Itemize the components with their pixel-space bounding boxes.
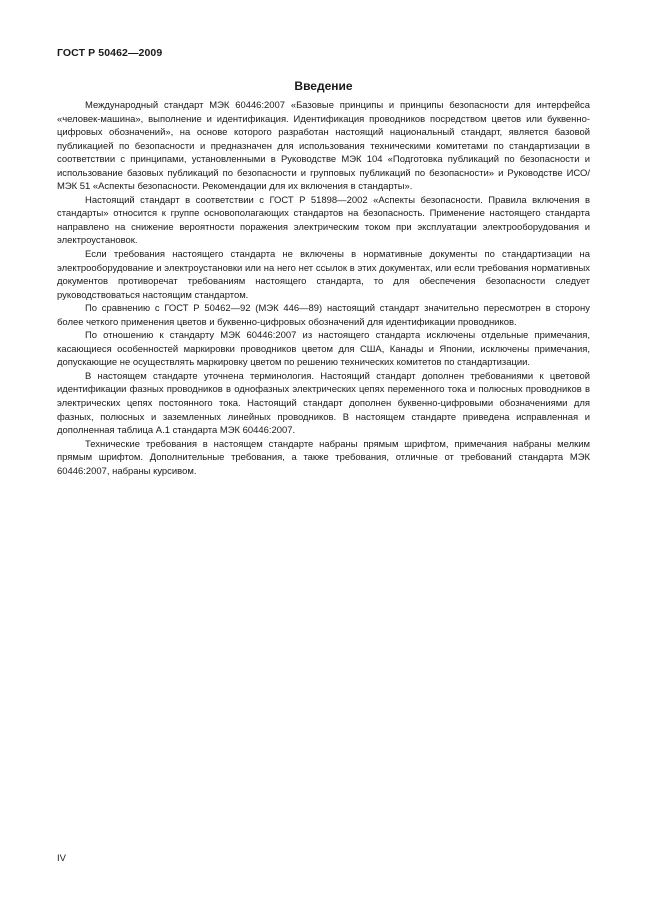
section-body (57, 99, 590, 478)
page-number: IV (57, 853, 66, 864)
paragraph: По отношению к стандарту МЭК 60446:2007 из настоящего стандарта исключены отдельные примечания, касающиеся особенностей маркировки проводников цветом для США, Канады и Японии, исключены примечания, допускающие не осуществлять маркировку цветом по решению технических комитетов по стандартизации. (57, 330, 590, 369)
paragraph: По сравнению с ГОСТ Р 50462—92 (МЭК 446—89) настоящий стандарт значительно пересмотрен в сторону более четкого применения цветов и буквенно-цифровых обозначений для идентификации проводников. (57, 303, 590, 328)
paragraph: Настоящий стандарт в соответствии с ГОСТ Р 51898—2002 «Аспекты безопасности. Правила включения в стандарты» относится к группе основополагающих стандартов на безопасность. Применение настоящего стандарта направлено на снижение вероятности поражения электрическим током при эксплуатации электрооборудования и электроустановок. (57, 194, 590, 247)
section-title: Введение (294, 79, 353, 93)
paragraph: Если требования настоящего стандарта не включены в нормативные документы по стандартизации на электрооборудование и электроустановки или на него нет ссылок в этих документах, или если требования нормативных документов противоречат требованиям настоящего стандарта, то для обеспечения безопасности следует руководствоваться настоящим стандартом. (57, 249, 590, 301)
document-id: ГОСТ Р 50462—2009 (57, 47, 163, 59)
paragraph: Технические требования в настоящем стандарте набраны прямым шрифтом, примечания набраны мелким прямым шрифтом. Дополнительные требования, а также требования, отличные от требований стандарта МЭК 60446:2007, набраны курсивом. (57, 438, 590, 477)
paragraph: В настоящем стандарте уточнена терминология. Настоящий стандарт дополнен требованиями к цветовой идентификации фазных проводников в однофазных электрических цепях переменного тока и полюсных проводников в электрических цепях постоянного тока. Настоящий стандарт дополнен буквенно-цифровыми обозначениями для фазных, полюсных и заземленных линейных проводников. В настоящем стандарте приведена исправленная и дополненная таблица А.1 стандарта МЭК 60446:2007. (57, 370, 590, 437)
paragraph: Международный стандарт МЭК 60446:2007 «Базовые принципы и принципы безопасности для интерфейса «человек-машина», выполнение и идентификация. Идентификация проводников посредством цветов или буквенно-цифровых обозначений», на основе которого разработан настоящий национальный стандарт, является базовой публикацией по безопасности и предназначен для использования техническими комитетами по стандартизации в соответствии с принципами, установленными в Руководстве МЭК 104 «Подготовка публикаций по безопасности и использование базовых публикаций по безопасности и групповых публикаций по безопасности» и Руководстве ИСО/МЭК 51 «Аспекты безопасности. Рекомендации для их включения в стандарты». (57, 100, 590, 193)
